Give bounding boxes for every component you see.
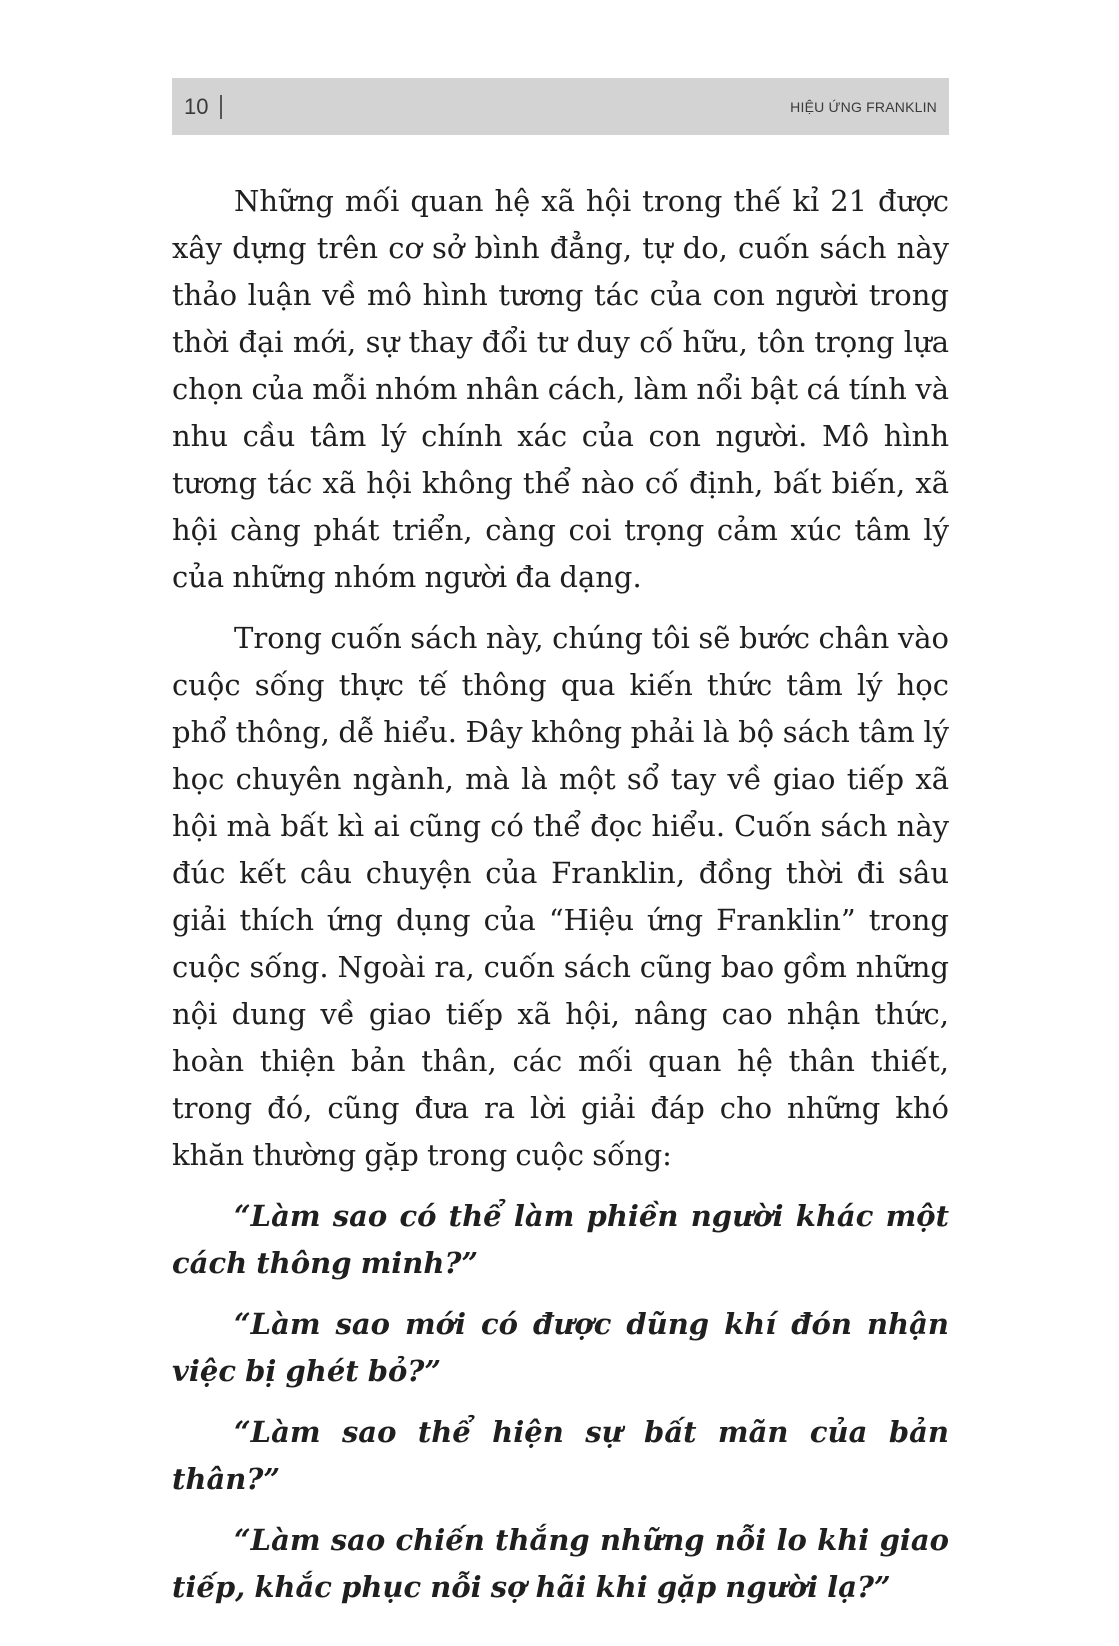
- body-paragraph-1: Những mối quan hệ xã hội trong thế kỉ 21 được xây dựng trên cơ sở bình đẳng, tự do, cuốn sách này thảo luận về mô hình tương tác của con người trong thời đại mới, sự thay đổi tư duy cố hữu, tôn trọng lựa chọn của mỗi nhóm nhân cách, làm nổi bật cá tính và nhu cầu tâm lý chính xác của con người. Mô hình tương tác xã hội không thể nào cố định, bất biến, xã hội càng phát triển, càng coi trọng cảm xúc tâm lý của những nhóm người đa dạng.: [172, 184, 949, 594]
- body-paragraph-2: Trong cuốn sách này, chúng tôi sẽ bước chân vào cuộc sống thực tế thông qua kiến thức tâm lý học phổ thông, dễ hiểu. Đây không phải là bộ sách tâm lý học chuyên ngành, mà là một sổ tay về giao tiếp xã hội mà bất kì ai cũng có thể đọc hiểu. Cuốn sách này đúc kết câu chuyện của Franklin, đồng thời đi sâu giải thích ứng dụng của “Hiệu ứng Franklin” trong cuộc sống. Ngoài ra, cuốn sách cũng bao gồm những nội dung về giao tiếp xã hội, nâng cao nhận thức, hoàn thiện bản thân, các mối quan hệ thân thiết, trong đó, cũng đưa ra lời giải đáp cho những khó khăn thường gặp trong cuộc sống:: [172, 621, 949, 1172]
- quote-question-4: “Làm sao chiến thắng những nỗi lo khi giao tiếp, khắc phục nỗi sợ hãi khi gặp người lạ?”: [172, 1523, 949, 1604]
- quote-question-1: “Làm sao có thể làm phiền người khác một cách thông minh?”: [172, 1199, 949, 1280]
- page-number-group: [184, 94, 222, 120]
- page-number: 10: [184, 93, 209, 119]
- page-body: [172, 178, 949, 1625]
- book-title: HIỆU ỨNG FRANKLIN: [790, 98, 937, 115]
- quote-question-3: “Làm sao thể hiện sự bất mãn của bản thân?”: [172, 1415, 949, 1496]
- running-header: [172, 78, 949, 135]
- quote-question-2: “Làm sao mới có được dũng khí đón nhận việc bị ghét bỏ?”: [172, 1307, 949, 1388]
- header-divider: [220, 95, 222, 119]
